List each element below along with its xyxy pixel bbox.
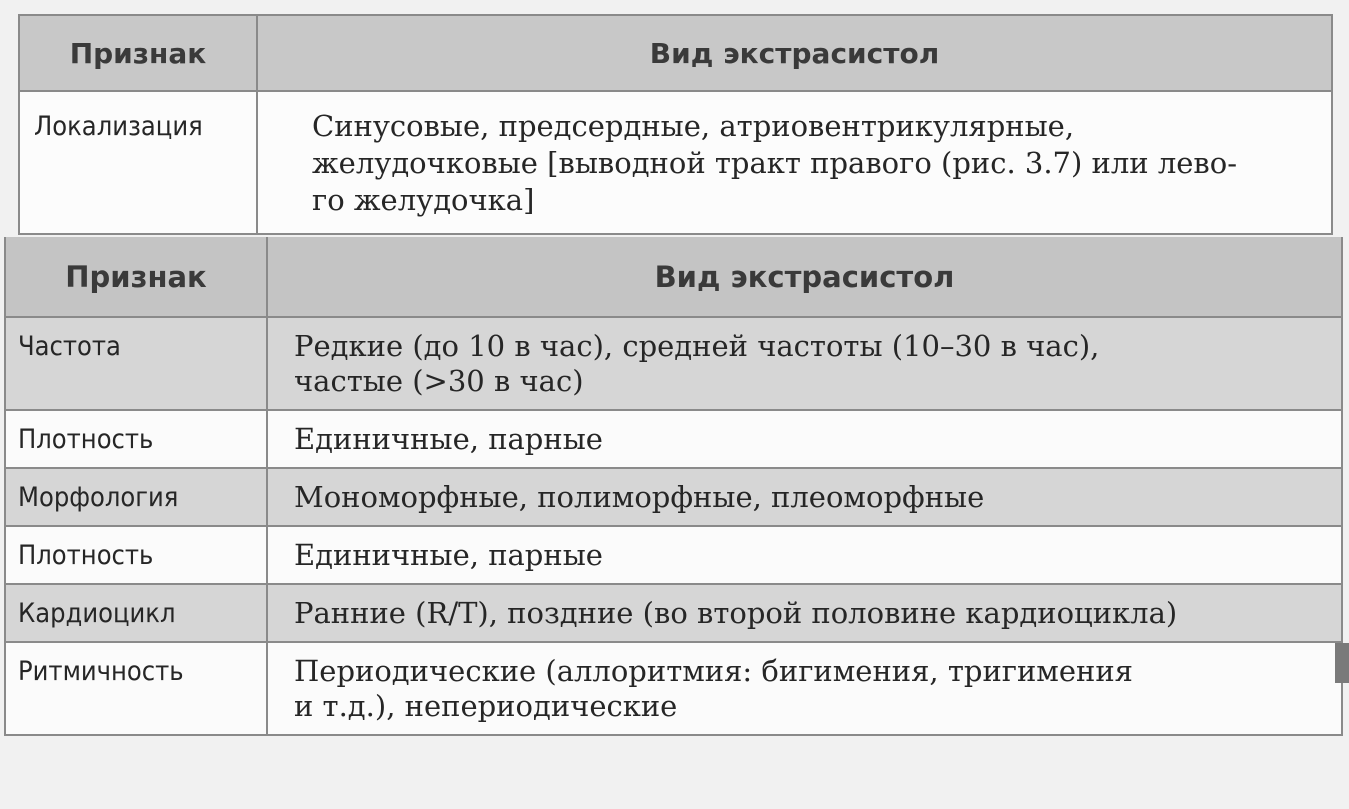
row-feature: Плотность	[5, 526, 267, 584]
table-row	[5, 468, 1342, 526]
description-line: Единичные, парные	[294, 422, 603, 456]
extrasystole-table-bottom	[4, 237, 1343, 736]
row-description	[267, 317, 1342, 410]
row-feature: Плотность	[5, 410, 267, 468]
row-description	[267, 642, 1342, 735]
header-feature: Признак	[5, 237, 267, 317]
row-feature: Кардиоцикл	[5, 584, 267, 642]
table-row	[5, 317, 1342, 410]
table-header-row	[19, 15, 1332, 91]
description-line: частые (>30 в час)	[294, 364, 584, 398]
row-feature: Локализация	[19, 91, 257, 234]
table-row	[5, 526, 1342, 584]
row-description	[257, 91, 1332, 234]
row-description	[267, 468, 1342, 526]
description-line: желудочковые [выводной тракт правого (рис. 3.7) или лево-	[312, 146, 1238, 180]
header-type: Вид экстрасистол	[267, 237, 1342, 317]
description-line: Редкие (до 10 в час), средней частоты (10–30 в час),	[294, 329, 1100, 363]
row-description	[267, 584, 1342, 642]
description-line: го желудочка]	[312, 183, 535, 217]
description-line: Ранние (R/T), поздние (во второй половине кардиоцикла)	[294, 596, 1178, 630]
description-line: Периодические (аллоритмия: бигимения, тригимения	[294, 654, 1133, 688]
header-type: Вид экстрасистол	[257, 15, 1332, 91]
table-row	[19, 91, 1332, 234]
description-line: Синусовые, предсердные, атриовентрикулярные,	[312, 109, 1075, 143]
row-feature: Морфология	[5, 468, 267, 526]
table-row	[5, 410, 1342, 468]
description-line: Единичные, парные	[294, 538, 603, 572]
table-header-row	[5, 237, 1342, 317]
table-row	[5, 642, 1342, 735]
extrasystole-table-top	[18, 14, 1333, 235]
row-description	[267, 526, 1342, 584]
description-line: и т.д.), непериодические	[294, 689, 678, 723]
description-line: Мономорфные, полиморфные, плеоморфные	[294, 480, 985, 514]
row-description	[267, 410, 1342, 468]
table-row	[5, 584, 1342, 642]
header-feature: Признак	[19, 15, 257, 91]
row-feature: Ритмичность	[5, 642, 267, 735]
page-edge-shadow	[1335, 643, 1349, 683]
row-feature: Частота	[5, 317, 267, 410]
